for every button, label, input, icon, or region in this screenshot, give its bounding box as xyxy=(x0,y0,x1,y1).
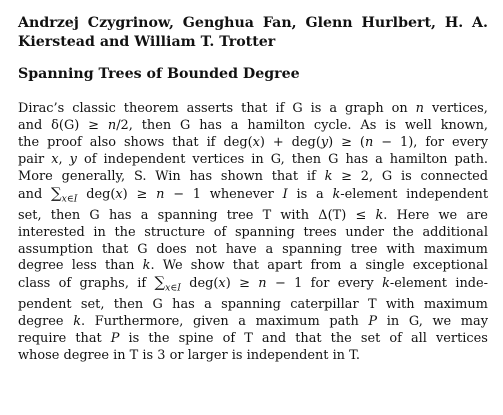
paper-title: Spanning Trees of Bounded Degree xyxy=(18,66,300,82)
abstract-body xyxy=(18,101,488,365)
abstract-line: require that P is the spine of T and that the set of all vertices xyxy=(18,331,488,347)
paper-abstract-page xyxy=(18,14,488,365)
abstract-line: Dirac’s classic theorem asserts that if G is a graph on n vertices, xyxy=(18,101,488,116)
abstract-line: degree k. Furthermore, given a maximum path P in G, we may xyxy=(18,314,488,330)
abstract-line: and δ(G) ≥ n/2, then G has a hamilton cycle. As is well known, xyxy=(18,117,489,133)
abstract-line: the proof also shows that if deg(x) + deg(y) ≥ (n − 1), for every xyxy=(18,134,488,150)
abstract-line: assumption that G does not have a spanning tree with maximum xyxy=(18,241,488,257)
abstract-line: degree less than k. We show that apart from a single exceptional xyxy=(18,258,488,274)
abstract-line: whose degree in T is 3 or larger is independent in T. xyxy=(18,348,360,364)
abstract-line: interested in the structure of spanning trees under the additional xyxy=(18,224,488,240)
abstract-line: set, then G has a spanning tree T with Δ(T) ≤ k. Here we are xyxy=(18,207,488,223)
author-list: Andrzej Czygrinow, Genghua Fan, Glenn Hurlbert, H. A. Kierstead and William T. Trotter xyxy=(18,15,488,50)
abstract-line: More generally, S. Win has shown that if k ≥ 2, G is connected xyxy=(18,168,489,184)
abstract-line: and $\sum_{x\in I}$ deg(x) ≥ n − 1 whenever I is a k-element independent xyxy=(18,184,489,204)
abstract-line: class of graphs, if $\sum_{x\in I}$ deg(x) ≥ n − 1 for every k-element inde- xyxy=(18,274,488,294)
abstract-line: pair x, y of independent vertices in G, then G has a hamilton path. xyxy=(18,151,489,167)
abstract-line: pendent set, then G has a spanning caterpillar T with maximum xyxy=(18,297,488,313)
